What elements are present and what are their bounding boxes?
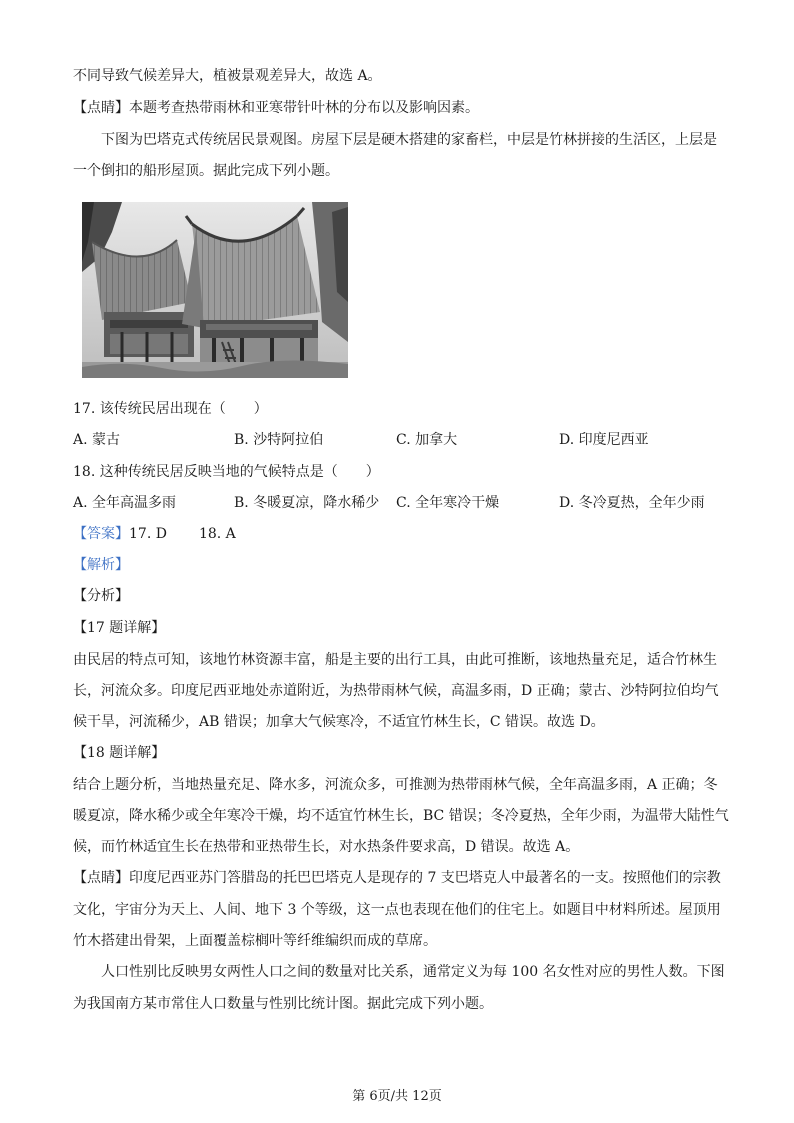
material-intro-line: 一个倒扣的船形屋顶。据此完成下列小题。 — [73, 163, 339, 179]
batak-house-illustration — [82, 202, 348, 378]
batak-house-photo — [82, 202, 348, 378]
q17-detail-line: 由民居的特点可知，该地竹林资源丰富，船是主要的出行工具，由此可推断，该地热量充足，适合竹林生 — [73, 652, 717, 668]
analysis-tag: 【解析】 — [73, 557, 129, 573]
question-17-stem: 17. 该传统民居出现在（ ） — [73, 401, 268, 417]
tip-line — [73, 98, 479, 118]
answer-line — [73, 524, 236, 544]
tip-line: 竹木搭建出骨架，上面覆盖棕榈叶等纤维编织而成的草席。 — [73, 933, 437, 949]
q18-detail-line: 暖夏凉，降水稀少或全年寒冷干燥，均不适宜竹林生长，BC 错误；冬冷夏热，全年少雨，为温带大陆性气 — [73, 808, 729, 824]
q17-detail-title: 【17 题详解】 — [73, 620, 166, 636]
material-intro-line: 下图为巴塔克式传统居民景观图。房屋下层是硬木搭建的家畜栏，中层是竹林拼接的生活区，上层是 — [101, 132, 717, 148]
option-b: B. 冬暖夏凉，降水稀少 — [234, 495, 380, 511]
q18-detail-line: 候，而竹林适宜生长在热带和亚热带生长，对水热条件要求高，D 错误。故选 A。 — [73, 839, 580, 855]
option-a: A. 蒙古 — [73, 432, 121, 448]
tip-line: 文化，宇宙分为天上、人间、地下 3 个等级，这一点也表现在他们的住宅上。如题目中材料所述。屋顶用 — [73, 902, 721, 918]
question-18-options — [73, 493, 733, 513]
option-c: C. 全年寒冷干燥 — [396, 495, 500, 511]
material-intro-line: 人口性别比反映男女两性人口之间的数量对比关系，通常定义为每 100 名女性对应的男性人数。下图 — [101, 964, 725, 980]
tip-tag: 【点睛】 — [73, 100, 129, 116]
tip-tag: 【点睛】 — [73, 870, 129, 886]
paragraph-line: 不同导致气候差异大，植被景观差异大，故选 A。 — [73, 68, 382, 84]
tip-text: 本题考查热带雨林和亚寒带针叶林的分布以及影响因素。 — [129, 100, 479, 116]
question-18-stem: 18. 这种传统民居反映当地的气候特点是（ ） — [73, 464, 380, 480]
material-intro-line: 为我国南方某市常住人口数量与性别比统计图。据此完成下列小题。 — [73, 996, 493, 1012]
q18-detail-title: 【18 题详解】 — [73, 745, 166, 761]
answer-tag: 【答案】 — [73, 526, 129, 542]
answer-17: 17. D — [129, 526, 167, 542]
tip-text: 印度尼西亚苏门答腊岛的托巴巴塔克人是现存的 7 支巴塔克人中最著名的一支。按照他们的宗教 — [129, 870, 721, 886]
question-17-options — [73, 430, 733, 450]
q17-detail-line: 候干旱，河流稀少，AB 错误；加拿大气候寒冷，不适宜竹林生长，C 错误。故选 D。 — [73, 714, 605, 730]
q17-detail-line: 长，河流众多。印度尼西亚地处赤道附近，为热带雨林气候，高温多雨，D 正确；蒙古、沙特阿拉伯均气 — [73, 683, 719, 699]
option-d: D. 冬冷夏热，全年少雨 — [559, 495, 705, 511]
fenxi-tag: 【分析】 — [73, 588, 129, 604]
option-a: A. 全年高温多雨 — [73, 495, 177, 511]
q18-detail-line: 结合上题分析，当地热量充足、降水多，河流众多，可推测为热带雨林气候，全年高温多雨，A 正确；冬 — [73, 777, 718, 793]
page-footer: 第 6页/共 12页 — [352, 1089, 442, 1104]
option-d: D. 印度尼西亚 — [559, 432, 649, 448]
tip-line — [73, 868, 721, 888]
answer-18: 18. A — [198, 526, 236, 542]
option-c: C. 加拿大 — [396, 432, 458, 448]
option-b: B. 沙特阿拉伯 — [234, 432, 324, 448]
